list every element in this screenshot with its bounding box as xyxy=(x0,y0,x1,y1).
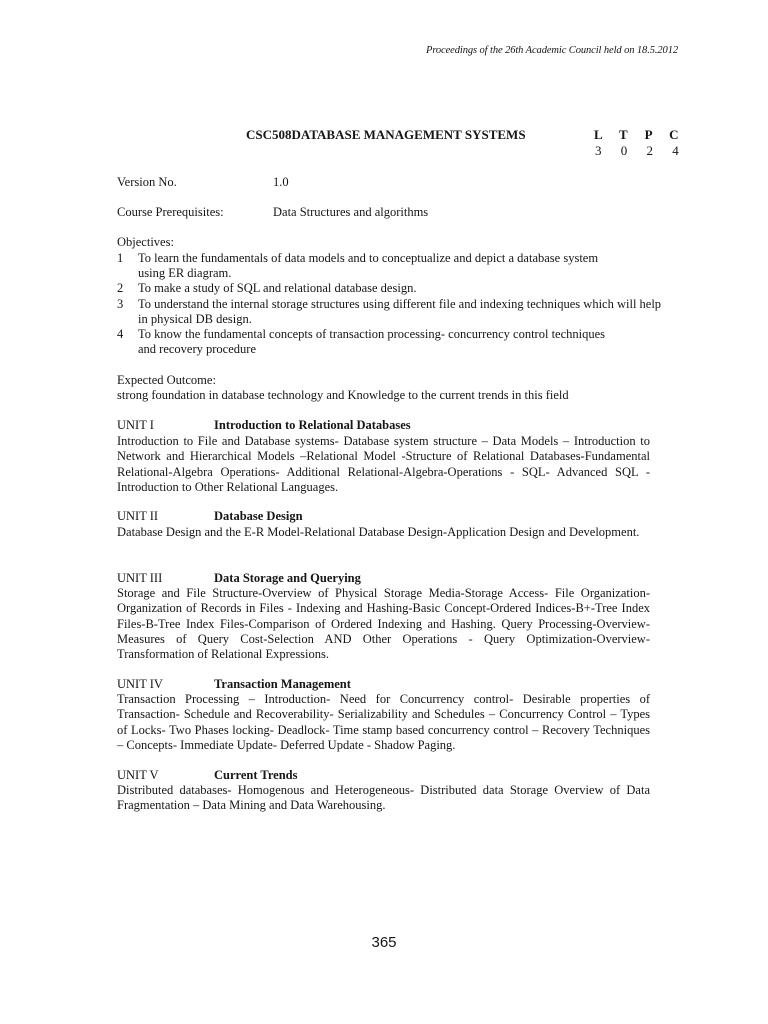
unit-3-title: Data Storage and Querying xyxy=(214,571,361,585)
objective-item xyxy=(117,281,657,296)
objective-number: 2 xyxy=(117,281,124,296)
objective-text: To understand the internal storage structures using different file and indexing techniques which will help in physical DB design. xyxy=(138,296,662,326)
proceedings-header: Proceedings of the 26th Academic Council held on 18.5.2012 xyxy=(426,45,678,56)
unit-1-code: UNIT I xyxy=(117,418,154,432)
unit-4-title: Transaction Management xyxy=(214,677,351,691)
unit-4-description: Transaction Processing – Introduction- Need for Concurrency control- Desirable properties of Transaction- Schedule and Recoverability- Serializability and Schedules – Concurrency Control – Types of Locks- Two Phases locking- Deadlock- Time stamp based concurrency control – Recovery Techniques – Concepts- Immediate Update- Deferred Update - Shadow Paging. xyxy=(117,692,650,752)
unit-2-description: Database Design and the E-R Model-Relational Database Design-Application Design and Development. xyxy=(117,525,640,539)
outcome-heading: Expected Outcome: xyxy=(117,373,216,387)
unit-2-title: Database Design xyxy=(214,509,303,523)
version-value: 1.0 xyxy=(273,175,289,189)
course-title: CSC508DATABASE MANAGEMENT SYSTEMS xyxy=(246,127,526,142)
unit-5-description: Distributed databases- Homogenous and Heterogeneous- Distributed data Storage Overview of Data Fragmentation – Data Mining and Data Warehousing. xyxy=(117,783,650,813)
outcome-text: strong foundation in database technology and Knowledge to the current trends in this field xyxy=(117,388,569,402)
objective-item xyxy=(117,297,670,327)
objective-number: 4 xyxy=(117,327,124,342)
objectives-list xyxy=(117,251,662,357)
objective-text: To learn the fundamentals of data models and to conceptualize and depict a database system using ER diagram. xyxy=(138,251,599,281)
ltpc-labels: L T P C xyxy=(594,127,686,142)
objectives-heading: Objectives: xyxy=(117,235,174,249)
prerequisites-value: Data Structures and algorithms xyxy=(273,205,429,219)
objective-item xyxy=(117,251,628,281)
objective-number: 3 xyxy=(117,296,124,311)
unit-1-description: Introduction to File and Database systems- Database system structure – Data Models – Introduction to Network and Hierarchical Models –Relational Model -Structure of Relational Databases-Fundamental Relational-Algebra Operations- Additional Relational-Algebra-Operations - SQL- Advanced SQL - Introduction to Other Relational Languages. xyxy=(117,434,650,494)
objective-item xyxy=(117,327,608,357)
unit-1-title: Introduction to Relational Databases xyxy=(214,418,411,432)
unit-3-description: Storage and File Structure-Overview of Physical Storage Media-Storage Access- File Organization-Organization of Records in Files - Indexing and Hashing-Basic Concept-Ordered Indices-B+-Tree Index Files-B-Tree Index Files-Comparison of Ordered Indexing and Hashing. Query Processing-Overview-Measures of Query Cost-Selection AND Other Operations - Query Optimization-Overview-Transformation of Relational Expressions. xyxy=(117,586,650,662)
unit-2-code: UNIT II xyxy=(117,509,159,523)
ltpc-values: 3 0 2 4 xyxy=(595,143,687,158)
objective-text: To know the fundamental concepts of transaction processing- concurrency control techniques and recovery procedure xyxy=(138,327,606,357)
objective-number: 1 xyxy=(117,251,124,265)
unit-5-code: UNIT V xyxy=(117,768,159,782)
unit-5-title: Current Trends xyxy=(214,768,298,782)
unit-4-code: UNIT IV xyxy=(117,677,163,691)
objective-text: To make a study of SQL and relational database design. xyxy=(138,281,417,296)
page-number: 365 xyxy=(371,934,397,951)
prerequisites-label: Course Prerequisites: xyxy=(117,205,224,219)
version-label: Version No. xyxy=(117,175,177,189)
unit-3-code: UNIT III xyxy=(117,571,163,585)
